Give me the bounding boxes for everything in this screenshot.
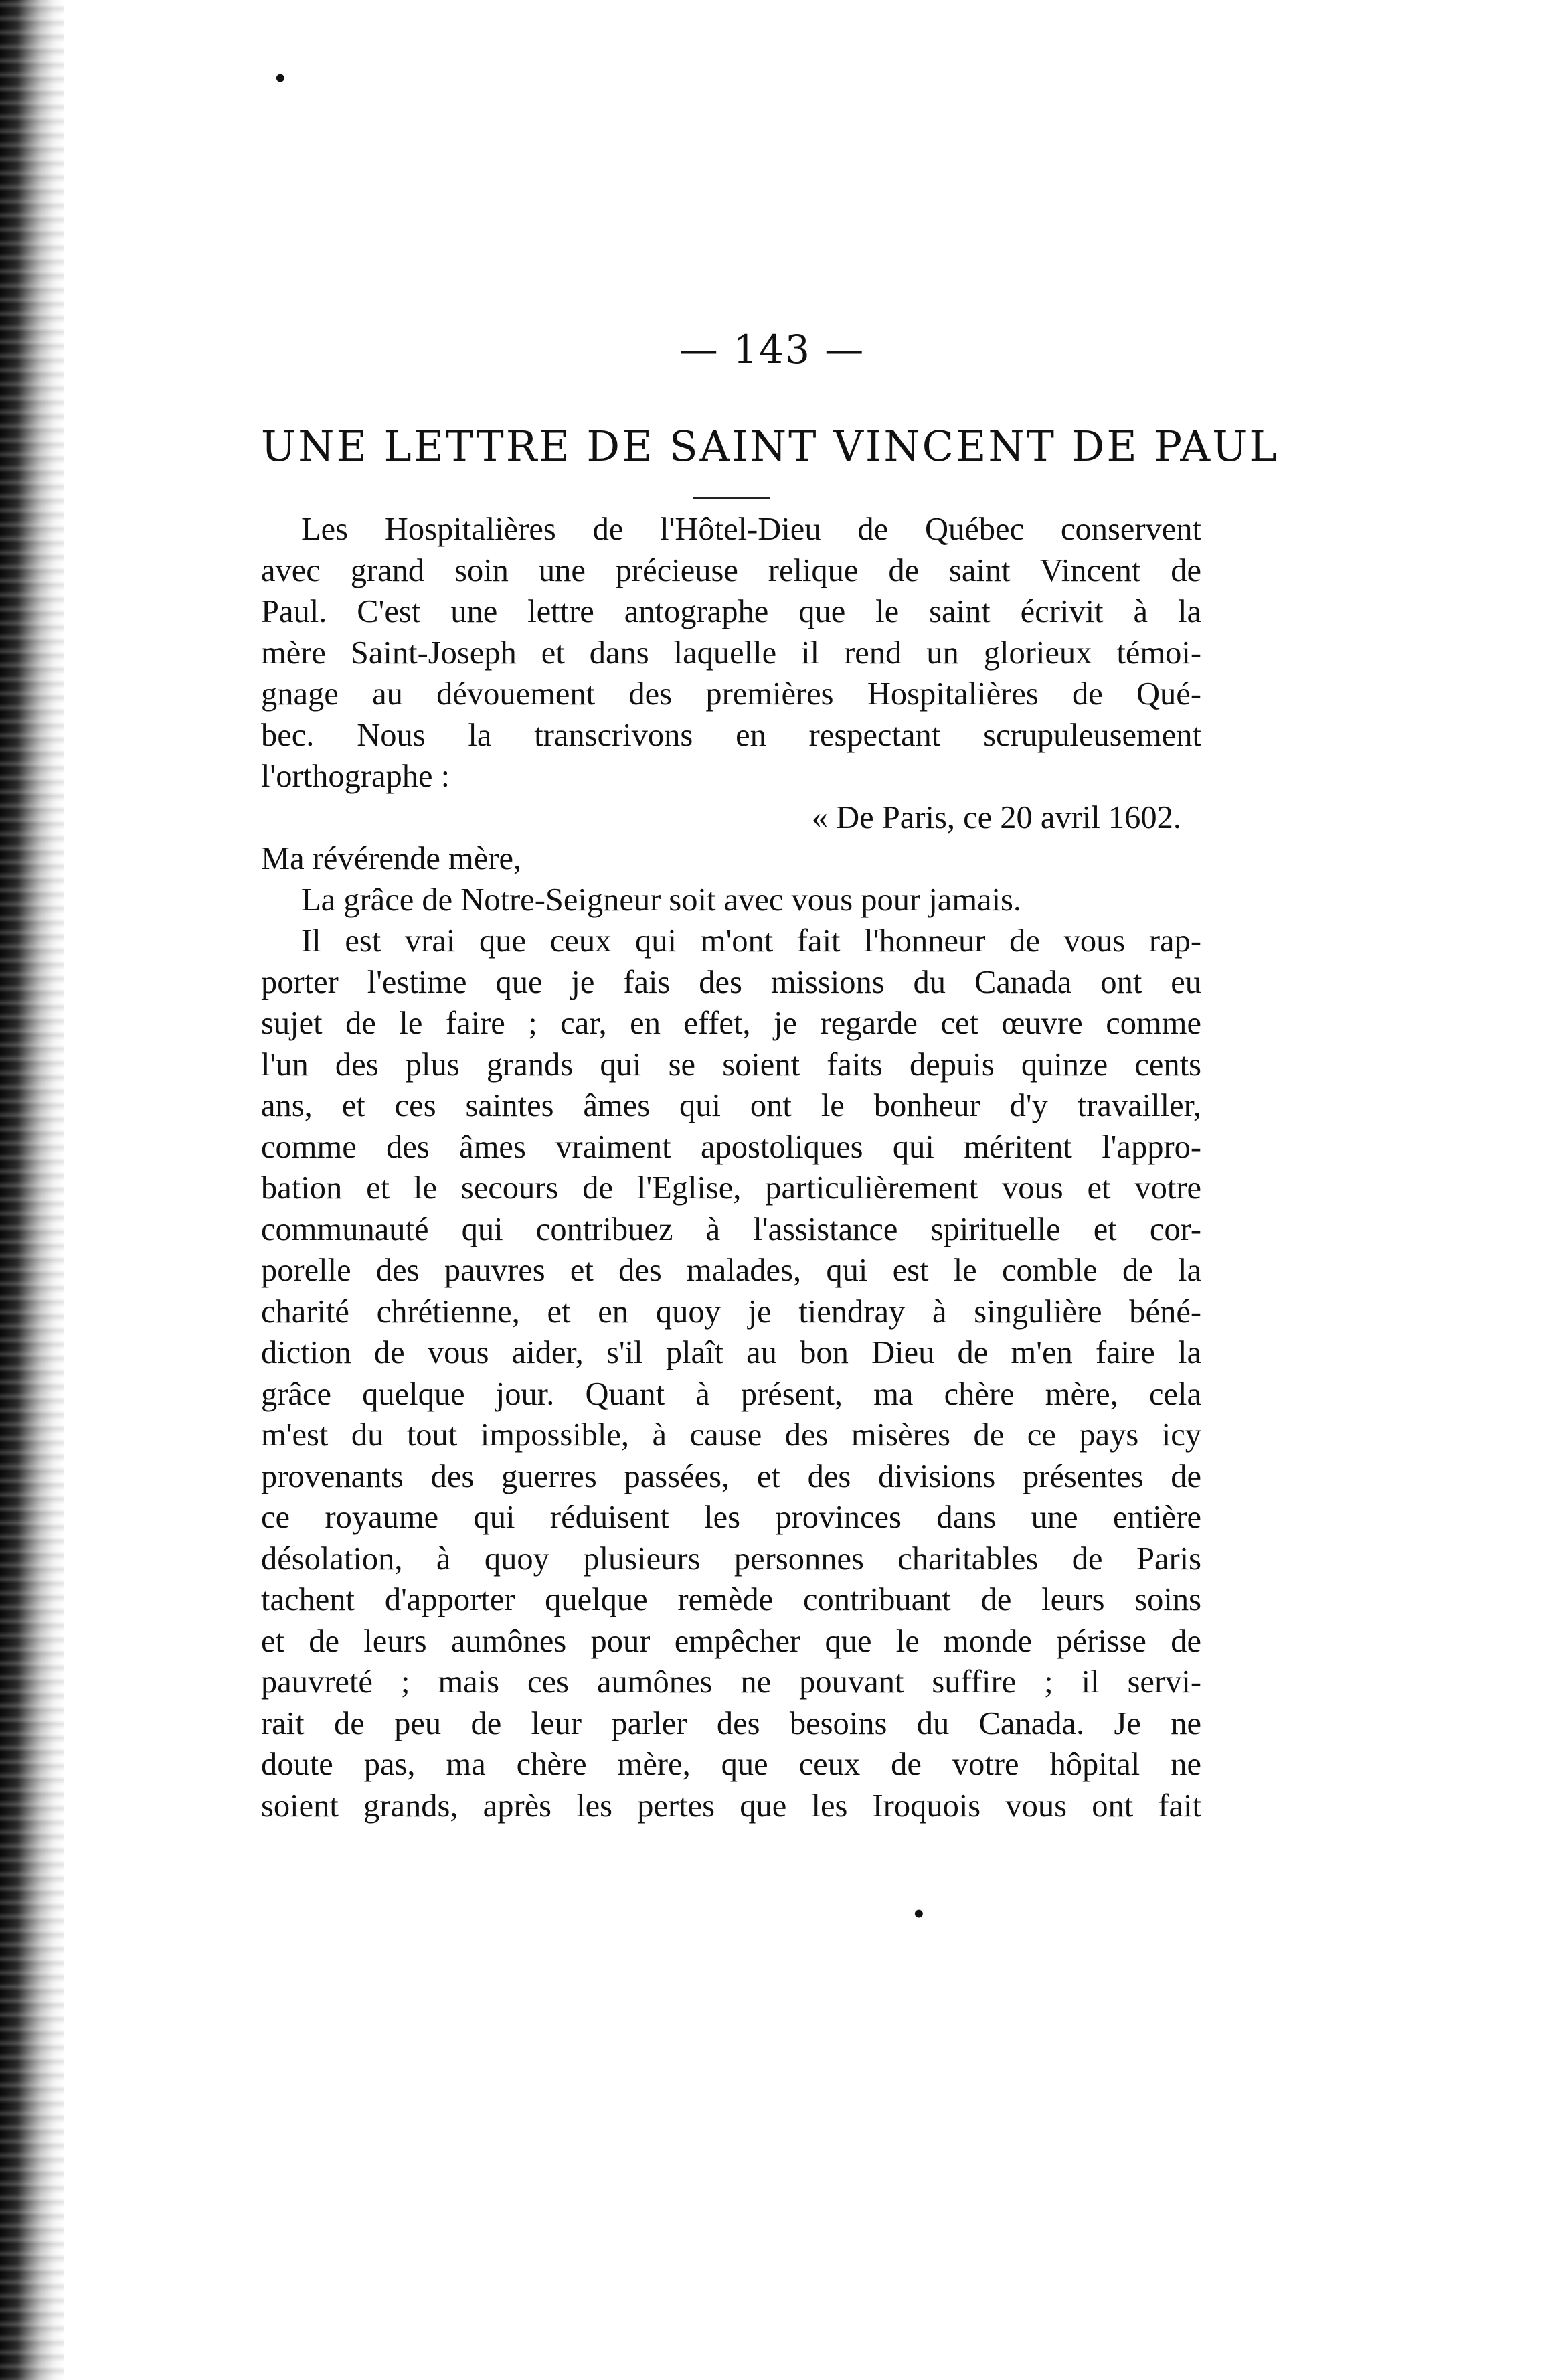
letter-line: charité chrétienne, et en quoy je tiendray à singulière béné- [261,1293,1201,1330]
letter-line: et de leurs aumônes pour empêcher que le monde périsse de [261,1623,1201,1659]
intro-line: Paul. C'est une lettre antographe que le saint écrivit à la [261,594,1201,629]
letter-line: grâce quelque jour. Quant à présent, ma chère mère, cela [261,1376,1201,1412]
letter-line: soient grands, après les pertes que les Iroquois vous ont fait [261,1788,1201,1824]
letter-line: sujet de le faire ; car, en effet, je regarde cet œuvre comme [261,1006,1201,1041]
ink-speck: • [912,1901,926,1928]
letter-line: désolation, à quoy plusieurs personnes charitables de Paris [261,1540,1201,1577]
letter-line: porter l'estime que je fais des missions du Canada ont eu [261,964,1201,1000]
letter-line: provenants des guerres passées, et des divisions présentes de [261,1458,1201,1494]
letter-dateline: « De Paris, ce 20 avril 1602. [811,799,1181,836]
intro-line: bec. Nous la transcrivons en respectant scrupuleusement [261,717,1201,753]
intro-line: gnage au dévouement des premières Hospitalières de Qué- [261,676,1201,712]
letter-line: porelle des pauvres et des malades, qui est le comble de la [261,1253,1201,1288]
letter-line: doute pas, ma chère mère, que ceux de votre hôpital ne [261,1747,1201,1782]
letter-line: diction de vous aider, s'il plaît au bon Dieu de m'en faire la [261,1335,1201,1370]
intro-line: Les Hospitalières de l'Hôtel-Dieu de Québec conservent [301,511,1201,547]
letter-line: ans, et ces saintes âmes qui ont le bonheur d'y travailler, [261,1088,1201,1123]
letter-line: bation et le secours de l'Eglise, particulièrement vous et votre [261,1170,1201,1206]
letter-line: Il est vrai que ceux qui m'ont fait l'honneur de vous rap- [301,923,1201,959]
title-divider [693,497,770,499]
letter-line: ce royaume qui réduisent les provinces dans une entière [261,1500,1201,1535]
ink-speck: • [273,66,288,92]
letter-greeting: La grâce de Notre-Seigneur soit avec vous pour jamais. [301,882,1022,918]
letter-line: rait de peu de leur parler des besoins du Canada. Je ne [261,1705,1201,1741]
article-title: UNE LETTRE DE SAINT VINCENT DE PAUL [261,422,1279,471]
letter-salutation: Ma révérende mère, [261,841,522,876]
intro-line: l'orthographe : [261,759,450,794]
letter-line: comme des âmes vraiment apostoliques qui méritent l'appro- [261,1129,1201,1165]
letter-line: pauvreté ; mais ces aumônes ne pouvant suffire ; il servi- [261,1664,1201,1700]
intro-line: avec grand soin une précieuse relique de saint Vincent de [261,552,1201,588]
article-body [261,509,1201,1826]
letter-line: tachent d'apporter quelque remède contribuant de leurs soins [261,1582,1201,1617]
page-number: — 143 — [679,327,865,372]
letter-line: l'un des plus grands qui se soient faits depuis quinze cents [261,1046,1201,1083]
intro-line: mère Saint-Joseph et dans laquelle il rend un glorieux témoi- [261,635,1201,671]
letter-line: m'est du tout impossible, à cause des misères de ce pays icy [261,1417,1201,1453]
letter-line: communauté qui contribuez à l'assistance spirituelle et cor- [261,1211,1201,1247]
